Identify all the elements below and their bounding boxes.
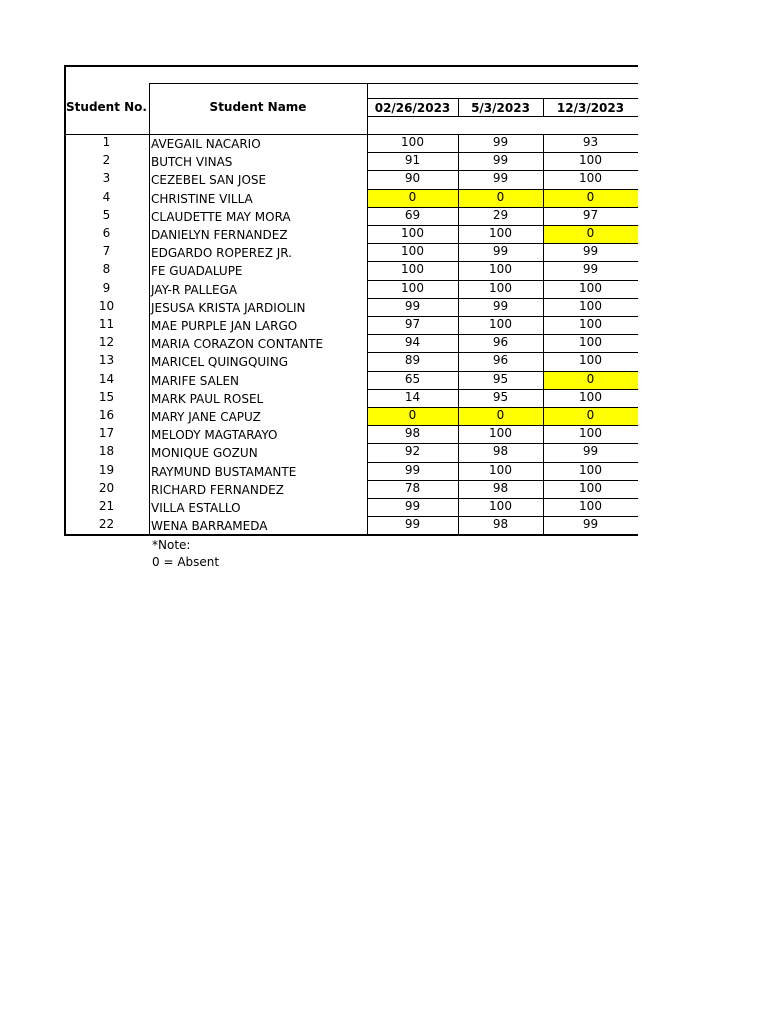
student-no-cell: 11 [98, 317, 115, 331]
student-no-cell: 18 [98, 444, 115, 459]
student-name-cell: BUTCH VINAS [151, 155, 233, 170]
student-no-cell: 7 [102, 244, 111, 259]
note-title: *Note: [152, 538, 191, 552]
score-cell: 100 [401, 280, 424, 295]
date-header-bottom [367, 116, 638, 117]
student-no-cell: 22 [98, 517, 115, 532]
score-cell: 95 [492, 371, 509, 386]
note-absent-legend: 0 = Absent [152, 555, 220, 569]
score-cell: 99 [492, 135, 509, 149]
student-no-cell: 21 [98, 499, 115, 513]
score-cell: 100 [489, 499, 512, 513]
score-cell: 98 [404, 426, 421, 441]
table-bottom-border [64, 534, 638, 536]
score-cell: 65 [404, 371, 421, 386]
score-cell: 100 [579, 335, 602, 350]
header-date: 02/26/2023 [374, 101, 451, 115]
score-cell: 0 [586, 189, 595, 204]
score-cell: 99 [492, 153, 509, 168]
student-no-cell: 19 [98, 462, 115, 477]
student-no-cell: 9 [102, 280, 111, 295]
score-cell: 97 [404, 317, 421, 331]
score-cell: 100 [579, 426, 602, 441]
score-cell: 96 [492, 335, 509, 350]
header-subline [149, 83, 638, 84]
score-cell: 100 [401, 244, 424, 259]
score-cell: 69 [404, 207, 421, 222]
score-cell: 99 [404, 499, 421, 513]
student-name-cell: JAY-R PALLEGA [151, 282, 238, 297]
score-cell: 91 [404, 153, 421, 168]
student-no-cell: 15 [98, 389, 115, 404]
score-cell: 14 [404, 389, 421, 404]
score-cell: 99 [492, 298, 509, 313]
student-name-cell: CEZEBEL SAN JOSE [151, 173, 267, 188]
student-no-cell: 14 [98, 371, 115, 386]
student-name-cell: VILLA ESTALLO [151, 501, 241, 515]
score-cell: 100 [579, 280, 602, 295]
header-student-no: Student No. [66, 100, 147, 114]
score-cell: 97 [582, 207, 599, 222]
student-no-cell: 3 [102, 171, 111, 186]
student-name-cell: MELODY MAGTARAYO [151, 428, 278, 443]
score-cell: 100 [579, 317, 602, 331]
score-cell: 100 [489, 262, 512, 277]
header-date: 5/3/2023 [471, 101, 530, 115]
score-cell: 100 [579, 462, 602, 477]
score-cell: 0 [496, 408, 505, 422]
score-cell: 99 [492, 244, 509, 259]
header-date: 12/3/2023 [556, 101, 625, 115]
student-no-cell: 4 [102, 189, 111, 204]
score-cell: 100 [401, 262, 424, 277]
student-name-cell: MARY JANE CAPUZ [151, 410, 261, 424]
score-cell: 100 [489, 462, 512, 477]
score-cell: 100 [579, 499, 602, 513]
student-name-cell: AVEGAIL NACARIO [151, 137, 261, 151]
student-no-cell: 5 [102, 207, 111, 222]
student-no-cell: 6 [102, 226, 111, 240]
student-no-cell: 1 [102, 135, 111, 149]
student-name-cell: JESUSA KRISTA JARDIOLIN [151, 300, 306, 315]
score-cell: 98 [492, 480, 509, 495]
student-name-cell: CLAUDETTE MAY MORA [151, 209, 291, 224]
student-no-cell: 12 [98, 335, 115, 350]
score-cell: 100 [489, 317, 512, 331]
score-cell: 96 [492, 353, 509, 368]
score-cell: 99 [404, 462, 421, 477]
student-name-cell: MONIQUE GOZUN [151, 446, 258, 461]
score-cell: 100 [579, 353, 602, 368]
score-cell: 93 [582, 135, 599, 149]
score-cell: 99 [582, 517, 599, 532]
score-cell: 92 [404, 444, 421, 459]
score-cell: 0 [586, 371, 595, 386]
score-cell: 100 [579, 480, 602, 495]
score-cell: 98 [492, 444, 509, 459]
score-cell: 95 [492, 389, 509, 404]
score-cell: 78 [404, 480, 421, 495]
score-cell: 99 [582, 244, 599, 259]
student-name-cell: WENA BARRAMEDA [151, 519, 268, 534]
score-cell: 0 [408, 189, 417, 204]
student-name-cell: CHRISTINE VILLA [151, 191, 253, 206]
student-no-cell: 17 [98, 426, 115, 441]
score-cell: 100 [489, 426, 512, 441]
score-cell: 100 [579, 389, 602, 404]
score-cell: 99 [582, 444, 599, 459]
score-cell: 98 [492, 517, 509, 532]
student-name-cell: MARK PAUL ROSEL [151, 391, 264, 406]
score-cell: 0 [586, 226, 595, 240]
score-cell: 90 [404, 171, 421, 186]
student-name-cell: MARICEL QUINGQUING [151, 355, 288, 370]
score-cell: 94 [404, 335, 421, 350]
student-name-cell: RAYMUND BUSTAMANTE [151, 464, 297, 479]
score-cell: 99 [404, 517, 421, 532]
date-header-top [367, 98, 638, 99]
score-cell: 0 [496, 189, 505, 204]
score-cell: 100 [579, 298, 602, 313]
score-cell: 99 [492, 171, 509, 186]
score-cell: 100 [579, 153, 602, 168]
score-cell: 99 [582, 262, 599, 277]
col-divider-no [149, 83, 150, 534]
header-student-name: Student Name [209, 100, 307, 114]
student-no-cell: 8 [102, 262, 111, 277]
student-name-cell: FE GUADALUPE [151, 264, 243, 279]
score-cell: 100 [401, 135, 424, 149]
student-name-cell: EDGARDO ROPEREZ JR. [151, 246, 292, 261]
student-name-cell: MARIA CORAZON CONTANTE [151, 337, 324, 352]
student-no-cell: 16 [98, 408, 115, 422]
table-top-border [64, 65, 638, 67]
student-no-cell: 2 [102, 153, 111, 168]
student-no-cell: 13 [98, 353, 115, 368]
score-cell: 99 [404, 298, 421, 313]
score-cell: 0 [586, 408, 595, 422]
student-name-cell: DANIELYN FERNANDEZ [151, 228, 288, 242]
student-name-cell: MAE PURPLE JAN LARGO [151, 319, 298, 333]
student-name-cell: MARIFE SALEN [151, 373, 240, 388]
score-cell: 89 [404, 353, 421, 368]
score-cell: 0 [408, 408, 417, 422]
score-cell: 100 [401, 226, 424, 240]
score-cell: 100 [489, 226, 512, 240]
score-cell: 100 [489, 280, 512, 295]
student-no-cell: 20 [98, 480, 115, 495]
student-name-cell: RICHARD FERNANDEZ [151, 482, 284, 497]
score-cell: 100 [579, 171, 602, 186]
student-no-cell: 10 [98, 298, 115, 313]
score-cell: 29 [492, 207, 509, 222]
